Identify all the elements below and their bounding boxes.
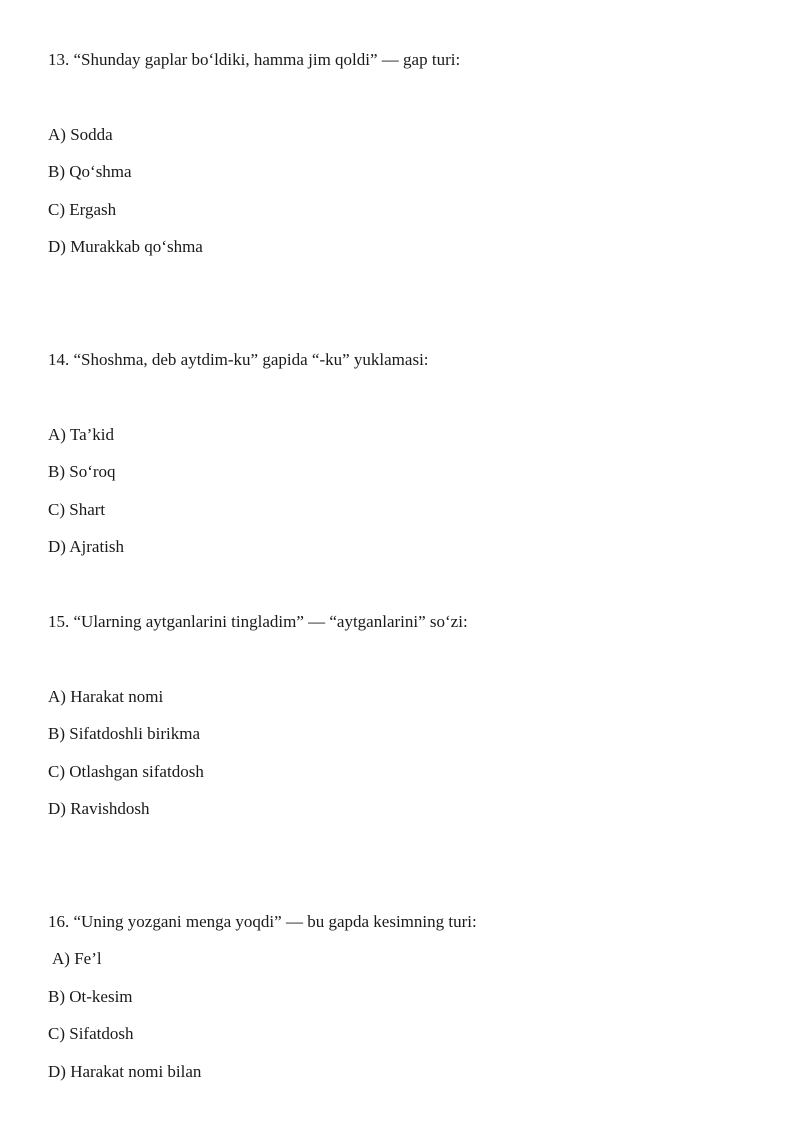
question-13-option-c: C) Ergash (48, 200, 117, 219)
question-13-text: 13. “Shunday gaplar bo‘ldiki, hamma jim qoldi” — gap turi: (48, 50, 461, 69)
question-16-option-b: B) Ot-kesim (48, 987, 133, 1006)
question-14-option-b: B) So‘roq (48, 462, 116, 481)
question-14-option-d: D) Ajratish (48, 537, 125, 556)
question-16-option-a: A) Fe’l (52, 949, 102, 968)
question-14-text: 14. “Shoshma, deb aytdim-ku” gapida “-ku” yuklamasi: (48, 350, 429, 369)
question-15-option-d: D) Ravishdosh (48, 799, 150, 818)
question-15-option-a: A) Harakat nomi (48, 687, 164, 706)
question-16-option-d: D) Harakat nomi bilan (48, 1062, 202, 1081)
question-15-option-c: C) Otlashgan sifatdosh (48, 762, 204, 781)
question-15-option-b: B) Sifatdoshli birikma (48, 724, 201, 743)
question-16-option-c: C) Sifatdosh (48, 1024, 134, 1043)
question-13-option-a: A) Sodda (48, 125, 113, 144)
question-14-option-c: C) Shart (48, 500, 106, 519)
question-13-option-b: B) Qo‘shma (48, 162, 132, 181)
question-13-option-d: D) Murakkab qo‘shma (48, 237, 203, 256)
question-15-text: 15. “Ularning aytganlarini tingladim” — “aytganlarini” so‘zi: (48, 612, 468, 631)
question-14-option-a: A) Ta’kid (48, 425, 115, 444)
question-16-text: 16. “Uning yozgani menga yoqdi” — bu gapda kesimning turi: (48, 912, 477, 931)
